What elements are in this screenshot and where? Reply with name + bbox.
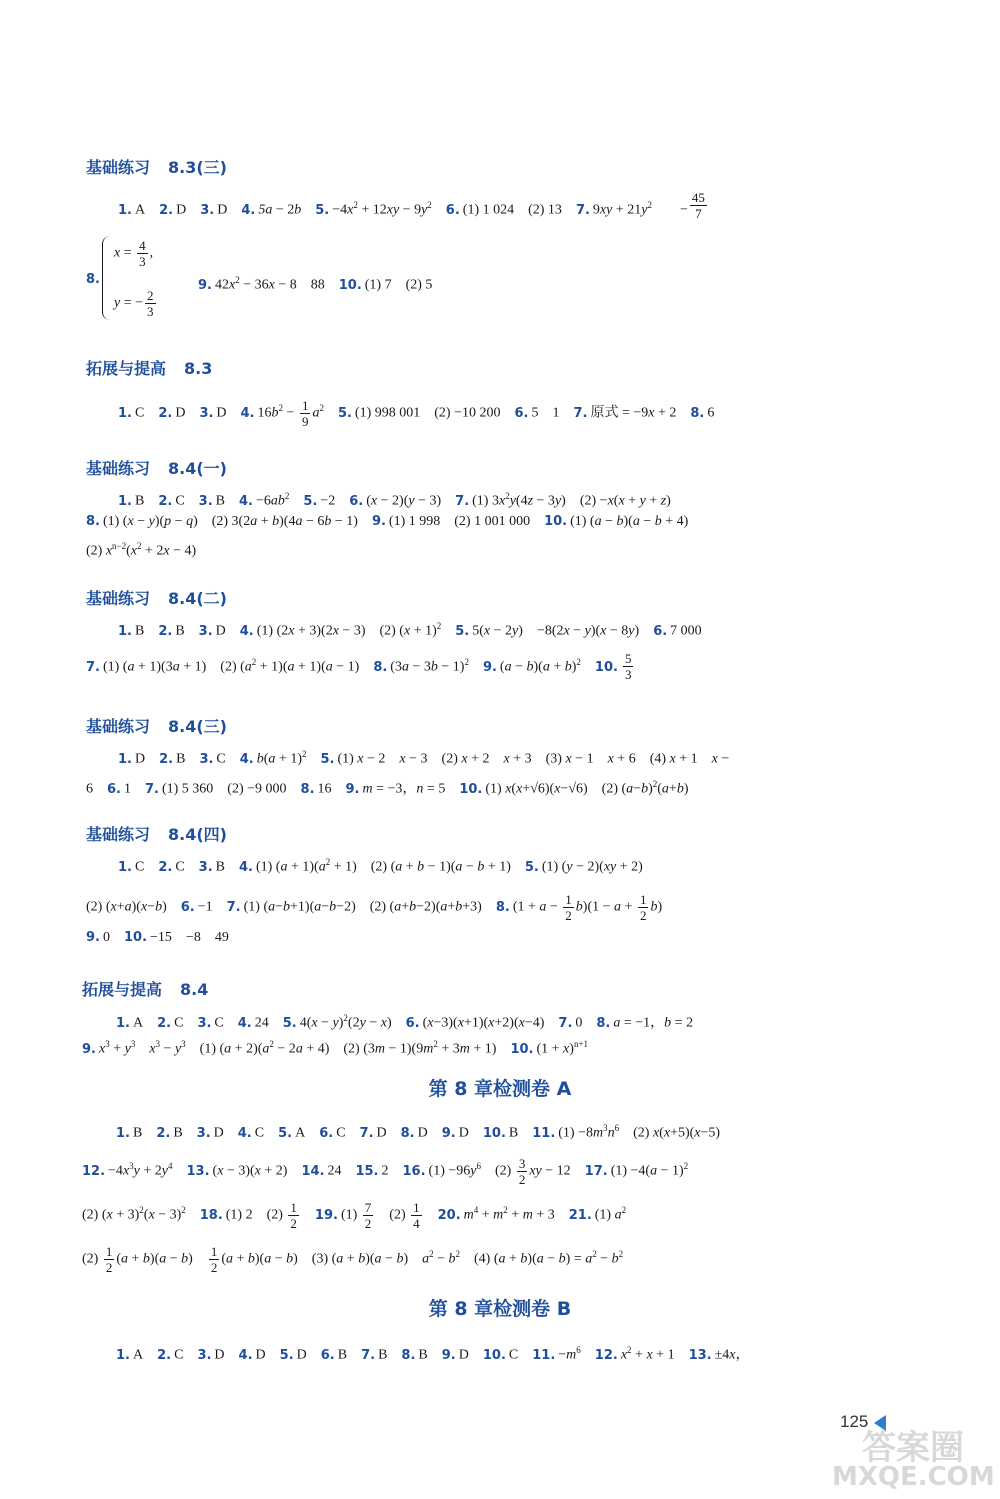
section-heading: 基础练习 8.3(三) bbox=[86, 158, 227, 177]
answer-line: 1. C 2. D 3. D 4. $16b^2$ − $\frac{1}{9}$ $a^2$ 5. (1) 998 001 (2) −10 200 6. 5 1 7. 原式 = −9x + 2 8. 6 bbox=[118, 398, 715, 429]
equation: x = $\frac{4}{3}$ , bbox=[114, 238, 154, 269]
watermark-url: MXQE.COM bbox=[832, 1462, 995, 1492]
answer-line: 8. bbox=[86, 272, 100, 287]
answer-line: 1. A 2. C 3. D 4. D 5. D 6. B 7. B 8. B 9. D 10. C 11. $-m^6$ 12. $x^2 + x + 1$ 13. ±4x， bbox=[116, 1345, 750, 1363]
chapter-test-title-a: 第 8 章检测卷 A bbox=[428, 1078, 572, 1100]
answer-line: 8. (1) (x − y)(p − q) (2) 3(2a + b)(4a − 6b − 1) 9. (1) 1 998 (2) 1 001 000 10. (1) (a − b)(a − b + 4) bbox=[86, 514, 689, 529]
answer-line: (2) $\frac{1}{2}$ (a + b)(a − b) $\frac{1}{2}$ (a + b)(a − b) (3) (a + b)(a − b) $a^2 - b^2$ (4) $(a + b)(a - b) = a^2 - b^2$ bbox=[82, 1244, 624, 1275]
answer-line: 1. B 2. C 3. B 4. $-6ab^2$ 5. −2 6. (x − 2)(y − 3) 7. (1) $3x^2y(4z - 3y)$ (2) −x(x + y + z) bbox=[118, 491, 671, 509]
answer-line: 7. (1) (a + 1)(3a + 1) (2) $(a^2 + 1)(a + 1)(a - 1)$ 8. $(3a - 3b - 1)^2$ 9. $(a - b)(a + b)^2$ 10. $\frac{5}{3}$ bbox=[86, 650, 632, 682]
equation: y = − $\frac{2}{3}$ bbox=[114, 288, 154, 319]
chapter-test-title-b: 第 8 章检测卷 B bbox=[428, 1298, 572, 1320]
section-heading: 基础练习 8.4(四) bbox=[86, 825, 227, 844]
answer-line: 9. $42x^2 - 36x - 8$ 88 10. (1) 7 (2) 5 bbox=[198, 275, 433, 293]
system-brace bbox=[102, 236, 113, 320]
answer-line: (2) (x+a)(x−b) 6. −1 7. (1) (a−b+1)(a−b−2) (2) (a+b−2)(a+b+3) 8. (1 + a − $\frac{1}{2}$ b)(1 − a + $\frac{1}{2}$ b) bbox=[86, 892, 663, 923]
answer-line: 1. B 2. B 3. D 4. (1) (2x + 3)(2x − 3) (2) $(x + 1)^2$ 5. 5(x − 2y) −8(2x − y)(x − 8y) 6. 7 000 bbox=[118, 621, 702, 639]
answer-line: 6 6. 1 7. (1) 5 360 (2) −9 000 8. 16 9. m = −3，n = 5 10. (1) x(x+√6)(x−√6) (2) $(a-b)^2(a+b)$ bbox=[86, 779, 689, 797]
section-heading: 拓展与提高 8.4 bbox=[82, 980, 209, 999]
answer-line: 12. $-4x^3y + 2y^4$ 13. (x − 3)(x + 2) 14. 24 15. 2 16. $(1) -96y^6$ (2) $\frac{3}{2}$ xy − 12 17. $(1) -4(a - 1)^2$ bbox=[82, 1156, 689, 1187]
page-number: 125 bbox=[840, 1412, 886, 1432]
answer-line: 1. A 2. C 3. C 4. 24 5. $4(x - y)^2(2y - x)$ 6. (x−3)(x+1)(x+2)(x−4) 7. 0 8. a = −1，b = 2 bbox=[116, 1013, 694, 1031]
answer-line: 9. 0 10. −15 −8 49 bbox=[86, 930, 229, 945]
section-heading: 基础练习 8.4(三) bbox=[86, 717, 227, 736]
answer-line: 1. C 2. C 3. B 4. (1) $(a + 1)(a^2 + 1)$ (2) (a + b − 1)(a − b + 1) 5. (1) (y − 2)(xy + 2) bbox=[118, 857, 643, 875]
answer-line: (2) $x^{n-2}(x^2 + 2x - 4)$ bbox=[86, 541, 197, 559]
section-heading: 基础练习 8.4(一) bbox=[86, 459, 227, 478]
section-heading: 拓展与提高 8.3 bbox=[86, 359, 213, 378]
watermark-logo: 答案圈 bbox=[862, 1428, 964, 1468]
section-heading: 基础练习 8.4(二) bbox=[86, 589, 227, 608]
answer-line: 1. D 2. B 3. C 4. $b(a + 1)^2$ 5. (1) x − 2 x − 3 (2) x + 2 x + 3 (3) x − 1 x + 6 (4) x + 1 x − bbox=[118, 749, 730, 767]
answer-line: 1. B 2. B 3. D 4. C 5. A 6. C 7. D 8. D 9. D 10. B 11. $(1) -8m^3n^6$ (2) x(x+5)(x−5) bbox=[116, 1123, 721, 1141]
answer-line: 9. $x^3 + y^3$ $x^3 - y^3$ (1) $(a + 2)(a^2 - 2a + 4)$ (2) $(3m - 1)(9m^2 + 3m + 1)$ 10. $(1 + x)^{n+1}$ bbox=[82, 1039, 589, 1057]
answer-line: (2) $(x + 3)^2(x - 3)^2$ 18. (1) 2 (2) $\frac{1}{2}$ 19. (1) $\frac{7}{2}$ (2) $\frac{1}{4}$ 20. $m^4 + m^2 + m + 3$ 21. (1) $a^2$ bbox=[82, 1200, 627, 1231]
answer-line: 1. A 2. D 3. D 4. 5a − 2b 5. $-4x^2 + 12xy - 9y^2$ 6. (1) 1 024 (2) 13 7. $9xy + 21y^2$ − $\frac{45}{7}$ bbox=[118, 189, 705, 221]
